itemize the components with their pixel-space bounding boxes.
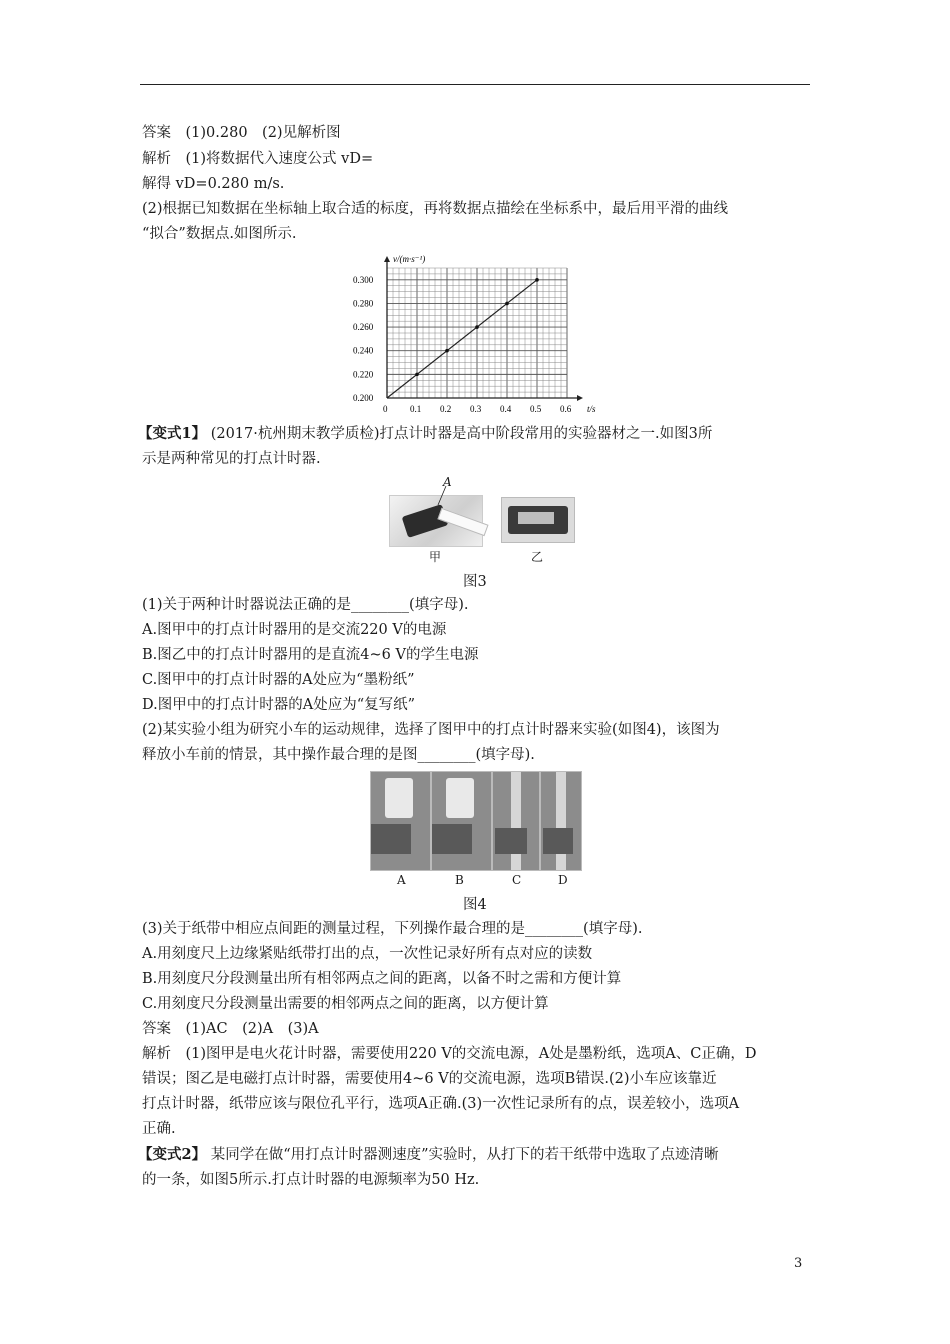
x-tick-label: 0.6 xyxy=(560,404,572,414)
fig4-c-track xyxy=(511,772,521,870)
variant-1-line-1: (2017·杭州期末教学质检)打点计时器是高中阶段常用的实验器材之一.如图3所 xyxy=(210,426,713,442)
fig3-pointer xyxy=(436,485,448,507)
analysis-1-line-1: 解析 (1)将数据代入速度公式 vD= xyxy=(142,151,374,167)
y-axis-label: v/(m·s⁻¹) xyxy=(393,254,426,264)
question-2-line-1: (2)某实验小组为研究小车的运动规律，选择了图甲中的打点计时器来实验(如图4)，该图为 xyxy=(142,722,720,738)
variant-2-line-2: 的一条，如图5所示.打点计时器的电源频率为50 Hz. xyxy=(142,1172,480,1188)
fig4-b-timer xyxy=(432,824,472,854)
q3-option-c: C.用刻度尺分段测量出需要的相邻两点之间的距离，以方便计算 xyxy=(142,996,549,1012)
answer-2: 答案 (1)AC (2)A (3)A xyxy=(142,1021,319,1037)
variant-2-line-1: 某同学在做“用打点计时器测速度”实验时，从打下的若干纸带中选取了点迹清晰 xyxy=(210,1147,719,1163)
fig4-d-track xyxy=(556,772,566,870)
page-number: 3 xyxy=(794,1256,803,1271)
timer-photo-yi xyxy=(501,497,575,543)
fig4-b-cart xyxy=(446,778,474,818)
fig3-label-jia: 甲 xyxy=(429,550,442,564)
q1-option-d: D.图甲中的打点计时器的A处应为“复写纸” xyxy=(142,697,416,713)
q1-option-a: A.图甲中的打点计时器用的是交流220 V的电源 xyxy=(142,622,447,638)
question-1: (1)关于两种计时器说法正确的是________(填字母). xyxy=(142,597,469,613)
analysis-1-line-4: “拟合”数据点.如图所示. xyxy=(142,226,297,242)
q3-option-b: B.用刻度尺分段测量出所有相邻两点之间的距离，以备不时之需和方便计算 xyxy=(142,971,622,987)
y-tick-label: 0.280 xyxy=(353,298,374,309)
vt-chart xyxy=(345,252,595,420)
x-tick-label: 0.1 xyxy=(410,404,422,414)
fig4-label-d: D xyxy=(558,873,568,887)
fig3-label-yi: 乙 xyxy=(531,550,544,564)
question-2-line-2: 释放小车前的情景，其中操作最合理的是图________(填字母). xyxy=(142,747,535,763)
q1-option-b: B.图乙中的打点计时器用的是直流4~6 V的学生电源 xyxy=(142,647,479,663)
variant-2-title: 【变式2】 xyxy=(138,1146,207,1163)
fig4-label-c: C xyxy=(512,873,522,887)
variant-1-title: 【变式1】 xyxy=(138,425,207,442)
x-tick-label: 0.4 xyxy=(500,404,512,414)
y-tick-label: 0.200 xyxy=(353,393,374,403)
header-rule xyxy=(140,84,810,85)
fig4-label-a: A xyxy=(397,873,406,887)
variant-2-row xyxy=(138,1145,719,1165)
data-point xyxy=(415,373,419,377)
analysis-2-line-3: 打点计时器，纸带应该与限位孔平行，选项A正确.(3)一次性记录所有的点，误差较小，选项A xyxy=(142,1096,740,1112)
analysis-2-line-4: 正确. xyxy=(142,1121,176,1137)
fig4-photo-c xyxy=(492,771,540,871)
x-tick-label: 0.5 xyxy=(530,404,542,414)
fig4-c-timer xyxy=(495,828,527,854)
question-3: (3)关于纸带中相应点间距的测量过程，下列操作最合理的是________(填字母). xyxy=(142,921,643,937)
data-point xyxy=(445,349,449,353)
fig4-label-b: B xyxy=(455,873,464,887)
fig4-photo-d xyxy=(540,771,582,871)
x-tick-label: 0.3 xyxy=(470,404,482,414)
data-point xyxy=(505,302,509,306)
analysis-1-line-3: (2)根据已知数据在坐标轴上取合适的标度，再将数据点描绘在坐标系中，最后用平滑的曲线 xyxy=(142,201,729,217)
fig4-photo-a xyxy=(370,771,431,871)
paper-strip xyxy=(437,508,488,536)
variant-1-line-2: 示是两种常见的打点计时器. xyxy=(142,451,321,467)
timer-plate-yi xyxy=(518,512,554,524)
data-point xyxy=(475,325,479,329)
y-tick-label: 0.240 xyxy=(353,345,374,356)
fig3-caption: 图3 xyxy=(463,574,487,590)
fig4-caption: 图4 xyxy=(463,897,487,913)
answer-1: 答案 (1)0.280 (2)见解析图 xyxy=(142,125,341,141)
analysis-2-line-2: 错误；图乙是电磁打点计时器，需要使用4~6 V的交流电源，选项B错误.(2)小车应该靠近 xyxy=(142,1071,717,1087)
fig3-label-a: A xyxy=(443,475,452,489)
y-tick-label: 0.260 xyxy=(353,322,374,333)
fig4-photo-b xyxy=(431,771,492,871)
fig4-a-cart xyxy=(385,778,413,818)
analysis-1-line-2: 解得 vD=0.280 m/s. xyxy=(142,176,285,192)
origin-label: 0 xyxy=(383,404,388,414)
y-tick-label: 0.220 xyxy=(353,369,374,380)
fig4-a-timer xyxy=(371,824,411,854)
fig4-d-timer xyxy=(543,828,573,854)
x-axis-label: t/s xyxy=(587,404,596,414)
analysis-2-line-1: 解析 (1)图甲是电火花计时器，需要使用220 V的交流电源，A处是墨粉纸，选项A、C正确，D xyxy=(142,1046,757,1062)
x-axis-arrow xyxy=(577,395,583,401)
y-tick-label: 0.300 xyxy=(353,274,374,285)
y-axis-arrow xyxy=(384,256,390,262)
q1-option-c: C.图甲中的打点计时器的A处应为“墨粉纸” xyxy=(142,672,415,688)
variant-1-row xyxy=(138,424,712,444)
data-point xyxy=(535,278,539,282)
q3-option-a: A.用刻度尺上边缘紧贴纸带打出的点，一次性记录好所有点对应的读数 xyxy=(142,946,593,962)
x-tick-label: 0.2 xyxy=(440,404,452,414)
